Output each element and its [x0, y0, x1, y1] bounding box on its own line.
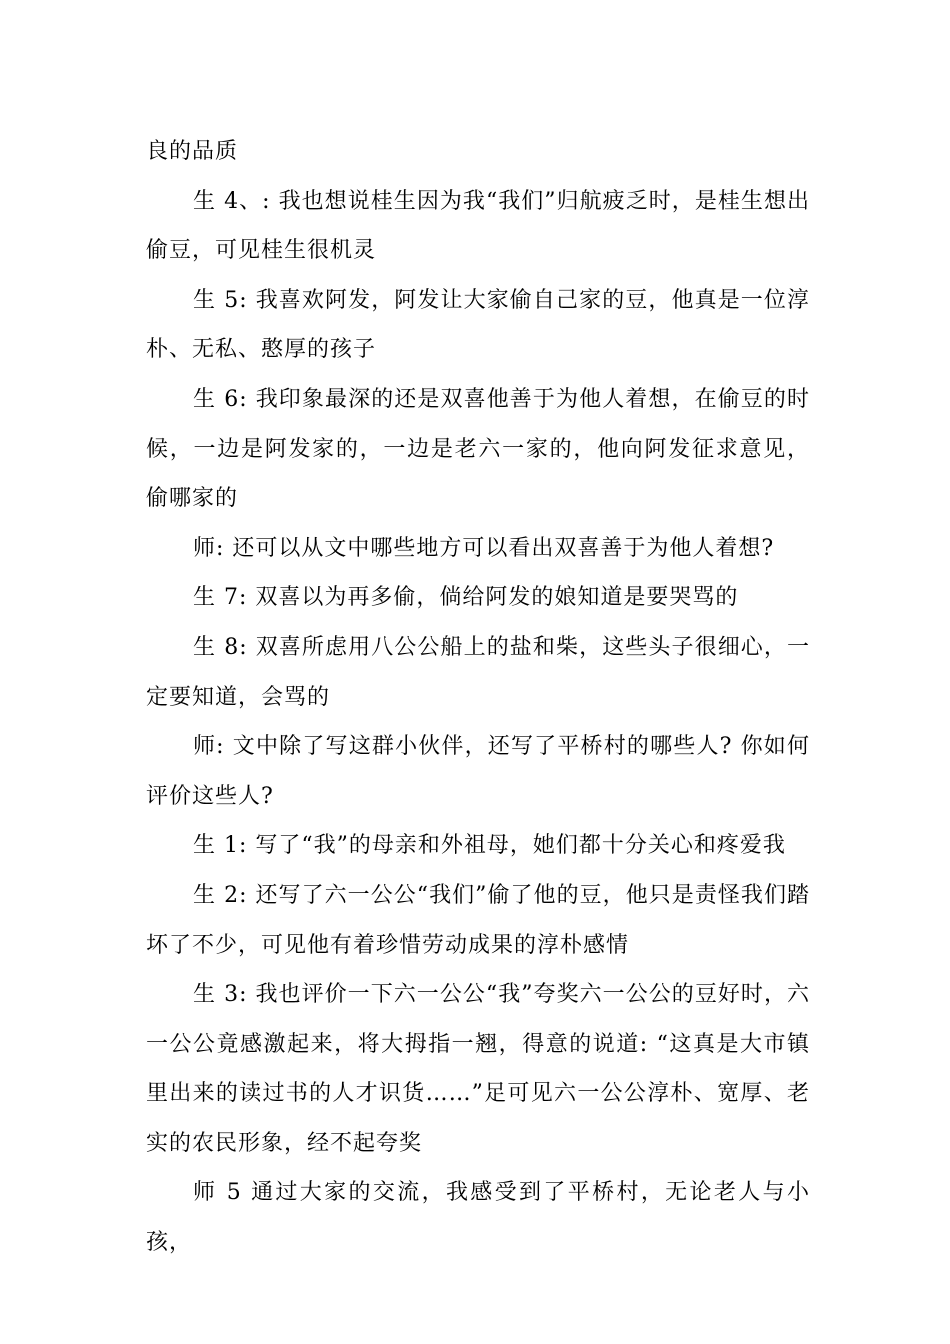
- paragraph-8: 师: 文中除了写这群小伙伴，还写了平桥村的哪些人? 你如何评价这些人?: [146, 734, 810, 809]
- paragraph-11: 生 3: 我也评价一下六一公公“我”夸奖六一公公的豆好时，六一公公竟感激起来，将大拇指一翘，得意的说道: “这真是大市镇里出来的读过书的人才识货……”足可见六一公公淳朴、宽厚、老实的农民形象，经不起夸奖: [146, 982, 810, 1156]
- paragraph-12: 师 5 通过大家的交流，我感受到了平桥村，无论老人与小孩，: [146, 1180, 810, 1256]
- paragraph-6: 生 7: 双喜以为再多偷，倘给阿发的娘知道是要哭骂的: [193, 585, 739, 611]
- paragraph-1: 良的品质: [146, 139, 239, 164]
- paragraph-5: 师: 还可以从文中哪些地方可以看出双喜善于为他人着想?: [193, 535, 775, 561]
- paragraph-3: 生 5: 我喜欢阿发，阿发让大家偷自己家的豆，他真是一位淳朴、无私、憨厚的孩子: [146, 287, 810, 363]
- document-body: [146, 127, 810, 1268]
- paragraph-2: 生 4、: 我也想说桂生因为我“我们”归航疲乏时，是桂生想出偷豆，可见桂生很机灵: [146, 188, 810, 264]
- paragraph-9: 生 1: 写了“我”的母亲和外祖母，她们都十分关心和疼爱我: [193, 833, 786, 859]
- paragraph-4: 生 6: 我印象最深的还是双喜他善于为他人着想，在偷豆的时候，一边是阿发家的，一边是老六一家的，他向阿发征求意见，偷哪家的: [146, 386, 810, 512]
- paragraph-7: 生 8: 双喜所虑用八公公船上的盐和柴，这些头子很细心，一定要知道，会骂的: [146, 634, 810, 710]
- paragraph-10: 生 2: 还写了六一公公“我们”偷了他的豆，他只是责怪我们踏坏了不少，可见他有着珍惜劳动成果的淳朴感情: [146, 882, 810, 958]
